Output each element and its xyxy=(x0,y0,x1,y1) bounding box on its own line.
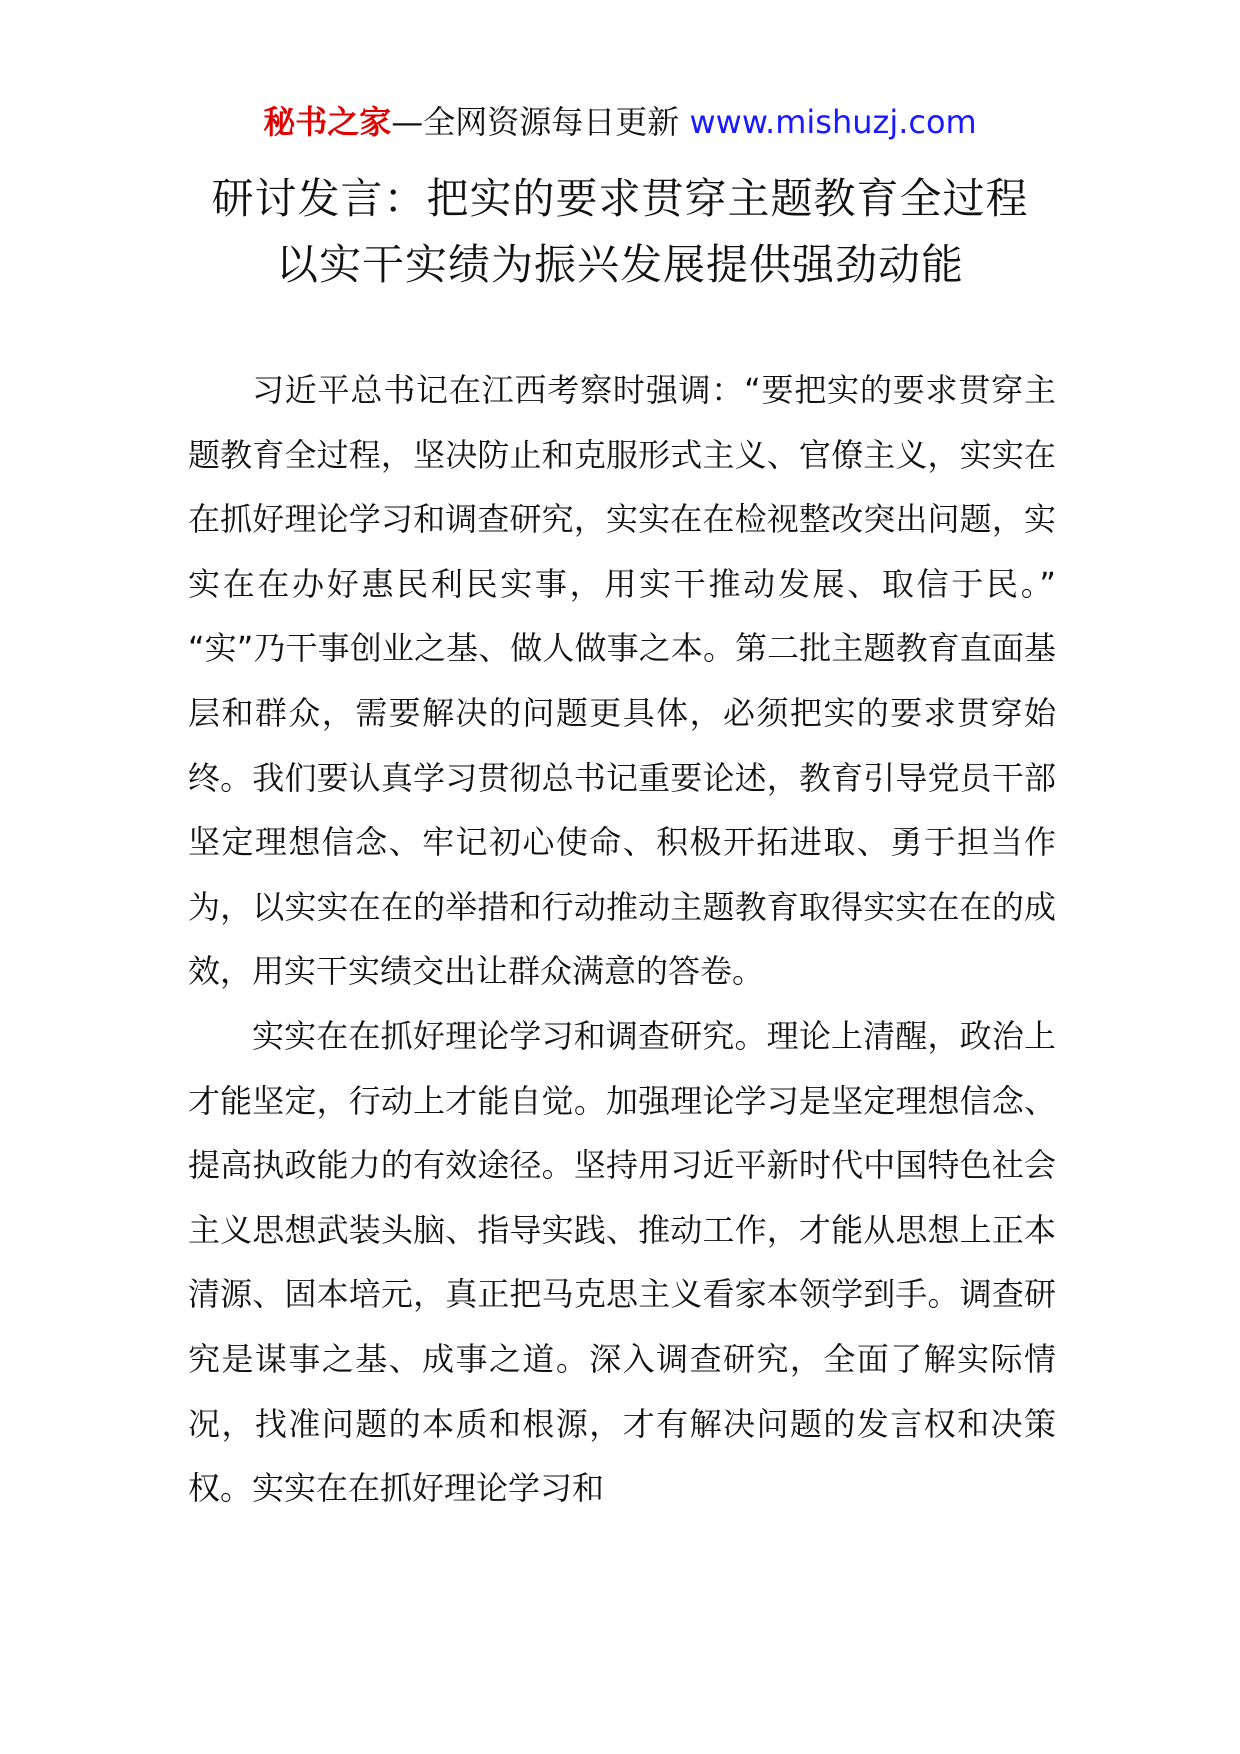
document-title xyxy=(0,166,1240,298)
site-banner xyxy=(0,100,1240,144)
title-line-1: 研讨发言：把实的要求贯穿主题教育全过程 xyxy=(211,174,1029,223)
body-paragraph-2: 实实在在抓好理论学习和调查研究。理论上清醒，政治上才能坚定，行动上才能自觉。加强理论学习是坚定理想信念、提高执政能力的有效途径。坚持用习近平新时代中国特色社会主义思想武装头脑、指导实践、推动工作，才能从思想上正本清源、固本培元，真正把马克思主义看家本领学到手。调查研究是谋事之基、成事之道。深入调查研究，全面了解实际情况，找准问题的本质和根源，才有解决问题的发言权和决策权。实实在在抓好理论学习和 xyxy=(188,1016,1056,1508)
body-paragraph-1: 习近平总书记在江西考察时强调：“要把实的要求贯穿主题教育全过程，坚决防止和克服形式主义、官僚主义，实实在在抓好理论学习和调查研究，实实在在检视整改突出问题，实实在在办好惠民利民实事，用实干推动发展、取信于民。” “实”乃干事创业之基、做人做事之本。第二批主题教育直面基层和群众，需要解决的问题更具体，必须把实的要求贯穿始终。我们要认真学习贯彻总书记重要论述，教育引导党员干部坚定理想信念、牢记初心使命、积极开拓进取、勇于担当作为，以实实在在的举措和行动推动主题教育取得实实在在的成效，用实干实绩交出让群众满意的答卷。 xyxy=(188,371,1056,991)
document-body xyxy=(188,358,1056,1521)
site-slogan: —全网资源每日更新 xyxy=(391,103,680,141)
title-line-2: 以实干实绩为振兴发展提供强劲动能 xyxy=(275,240,964,289)
site-url: www.mishuzj.com xyxy=(689,103,977,141)
site-brand: 秘书之家 xyxy=(263,103,392,141)
